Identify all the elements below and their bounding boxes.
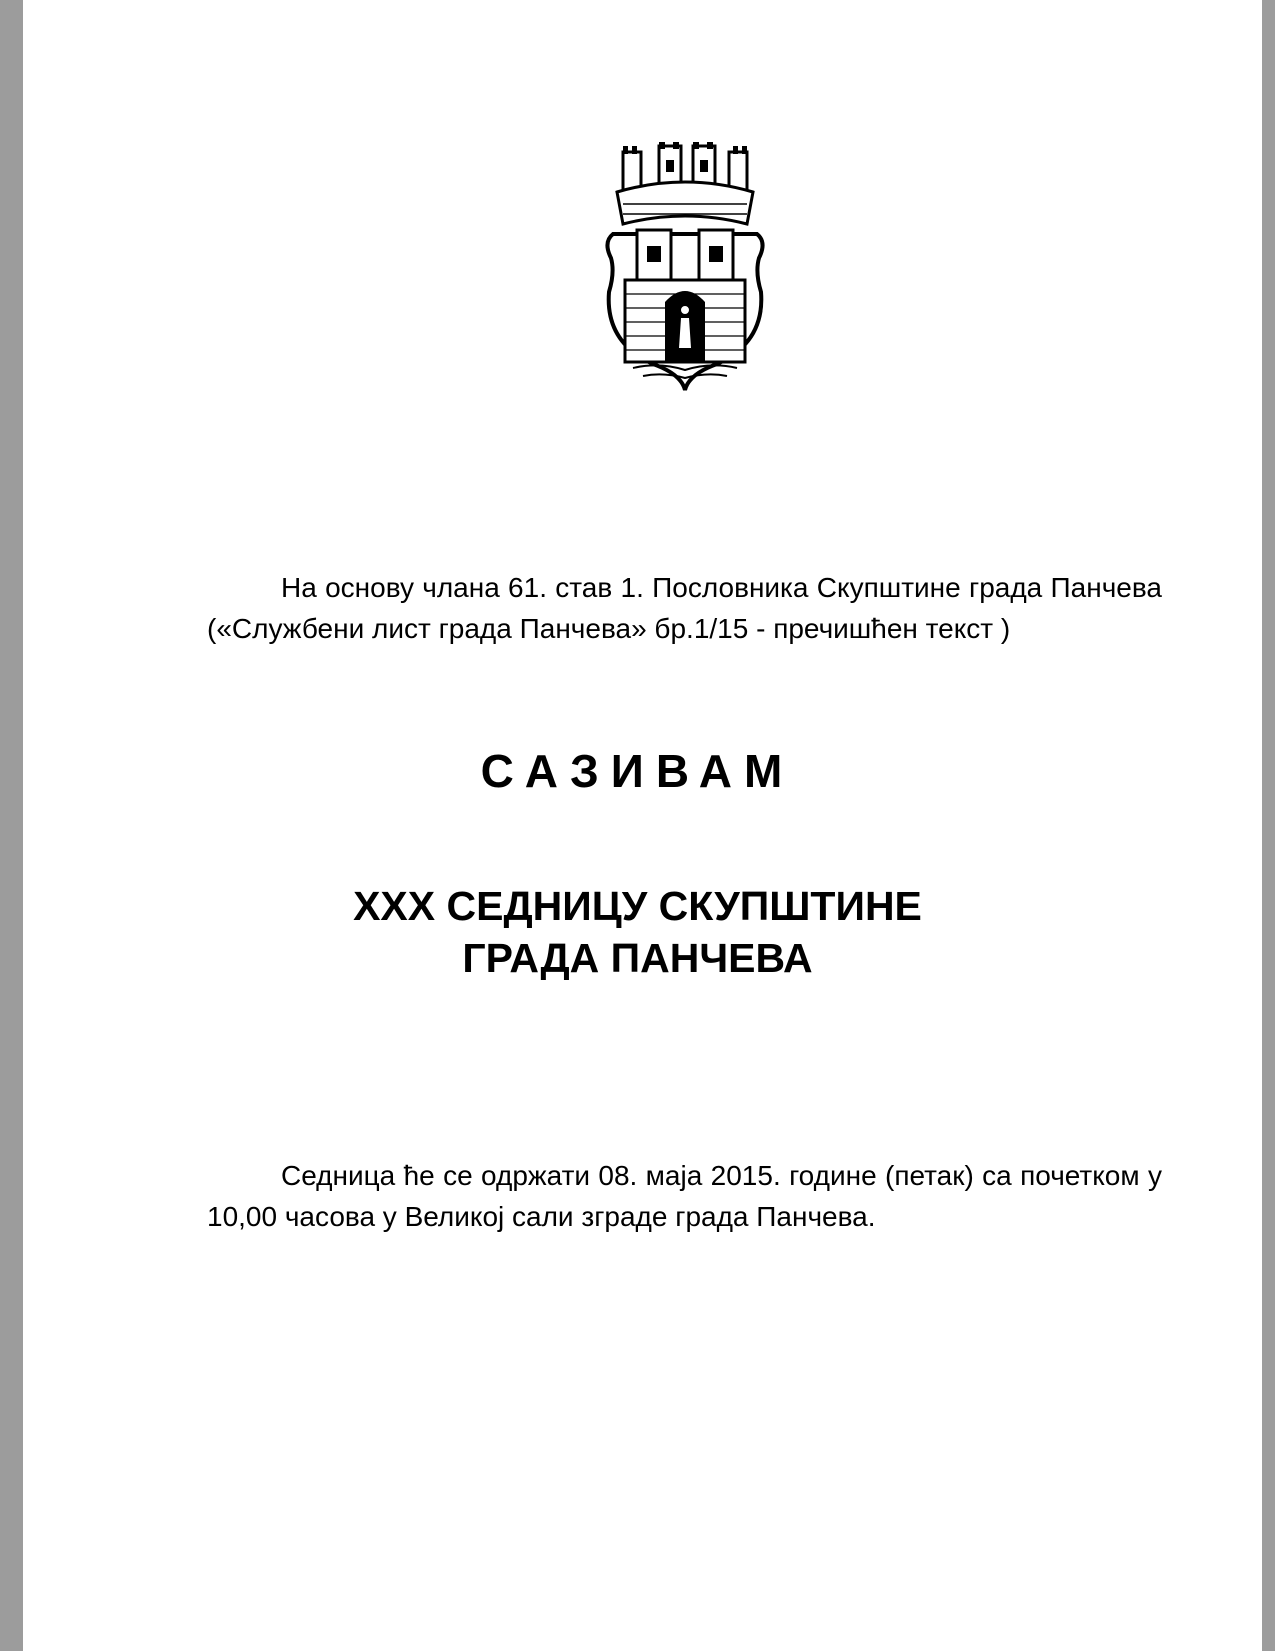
session-title <box>0 880 1275 984</box>
session-details-text: Седница ће се одржати 08. маја 2015. године (петак) са почетком у 10,00 часова у Великој сали зграде града Панчева. <box>207 1160 1162 1232</box>
coat-of-arms-icon <box>603 142 767 394</box>
preamble-paragraph <box>207 568 1162 649</box>
preamble-text: На основу члана 61. став 1. Пословника Скупштине града Панчева («Службени лист града Панчева» бр.1/15 - пречишћен текст ) <box>207 572 1162 644</box>
session-title-line1: XXX СЕДНИЦУ СКУПШТИНЕ <box>353 883 922 929</box>
convocation-heading: САЗИВАМ <box>480 745 795 797</box>
session-details-paragraph <box>207 1156 1162 1237</box>
document-page <box>23 0 1262 1651</box>
session-title-line2: ГРАДА ПАНЧЕВА <box>462 935 813 981</box>
